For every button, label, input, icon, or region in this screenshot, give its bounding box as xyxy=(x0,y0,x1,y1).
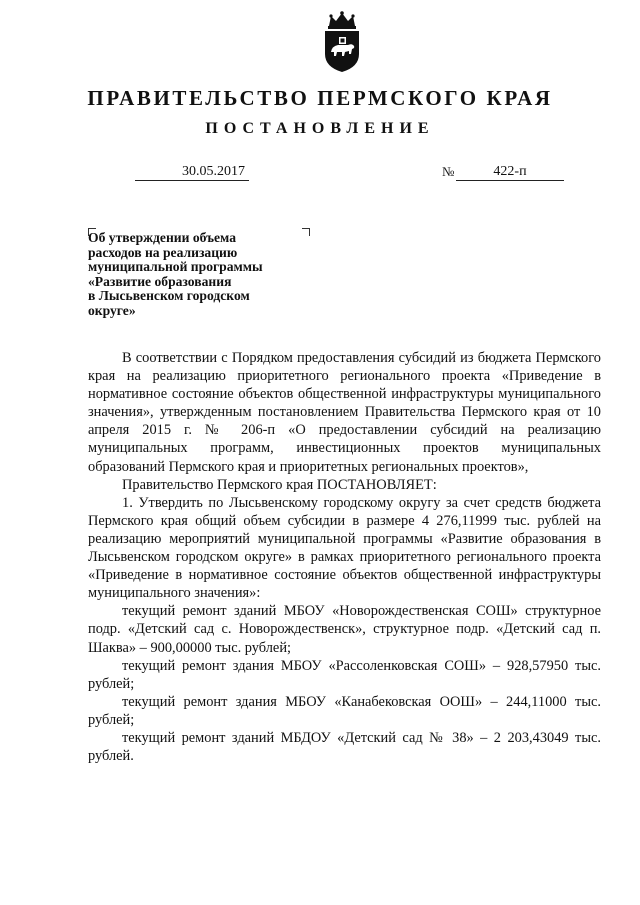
document-type: ПОСТАНОВЛЕНИЕ xyxy=(205,120,435,137)
body-paragraph: В соответствии с Порядком предоставления субсидий из бюджета Пермского края на реализацию приоритетного регионального проекта «Приведение в нормативное состояние объектов общественной инфраструктуры муниципального значения», утвержденным постановлением Правительства Пермского края от 10 апреля 2015 г. № 206-п «О предоставлении субсидий на реализацию муниципальных программ, инвестиционных проектов муниципальных образований Пермского края и приоритетных региональных проектов», xyxy=(88,350,601,475)
document-subject xyxy=(88,231,303,319)
body-paragraph: текущий ремонт здания МБОУ «Канабековская ООШ» – 244,11000 тыс. рублей; xyxy=(88,693,601,728)
subject-line: «Развитие образования xyxy=(88,273,232,289)
document-body xyxy=(88,349,601,765)
government-title: ПРАВИТЕЛЬСТВО ПЕРМСКОГО КРАЯ xyxy=(87,86,553,110)
body-paragraph: текущий ремонт зданий МБДОУ «Детский сад № 38» – 2 203,43049 тыс. рублей. xyxy=(88,729,601,765)
subject-line: округе» xyxy=(88,302,136,318)
document-date: 30.05.2017 xyxy=(135,164,249,181)
document-number: 422-п xyxy=(456,164,564,181)
body-paragraph: Правительство Пермского края ПОСТАНОВЛЯЕТ: xyxy=(122,476,437,493)
subject-line: в Лысьвенском городском xyxy=(88,288,250,304)
number-label: № xyxy=(442,164,455,179)
body-paragraph: текущий ремонт здания МБОУ «Рассоленковская СОШ» – 928,57950 тыс. рублей; xyxy=(88,657,601,692)
subject-line: муниципальной программы xyxy=(88,259,263,275)
body-paragraph: текущий ремонт зданий МБОУ «Новорождественская СОШ» структурное подр. «Детский сад с. Новорождественск», структурное подр. «Детский сад п. Шаква» – 900,00000 тыс. рублей; xyxy=(88,603,601,656)
subject-line: Об утверждении объема xyxy=(88,230,237,245)
perm-krai-coat-of-arms-icon xyxy=(321,10,363,74)
subject-line: расходов на реализацию xyxy=(88,244,238,260)
body-paragraph: 1. Утвердить по Лысьвенскому городскому округу за счет средств бюджета Пермского края общий объем субсидии в размере 4 276,11999 тыс. рублей на реализацию мероприятий муниципальной программы «Развитие образования в Лысьвенском городском округе» в рамках приоритетного регионального проекта «Приведение в нормативное состояние объектов общественной инфраструктуры муниципального значения»: xyxy=(88,494,601,602)
subject-corner-right xyxy=(302,228,310,236)
